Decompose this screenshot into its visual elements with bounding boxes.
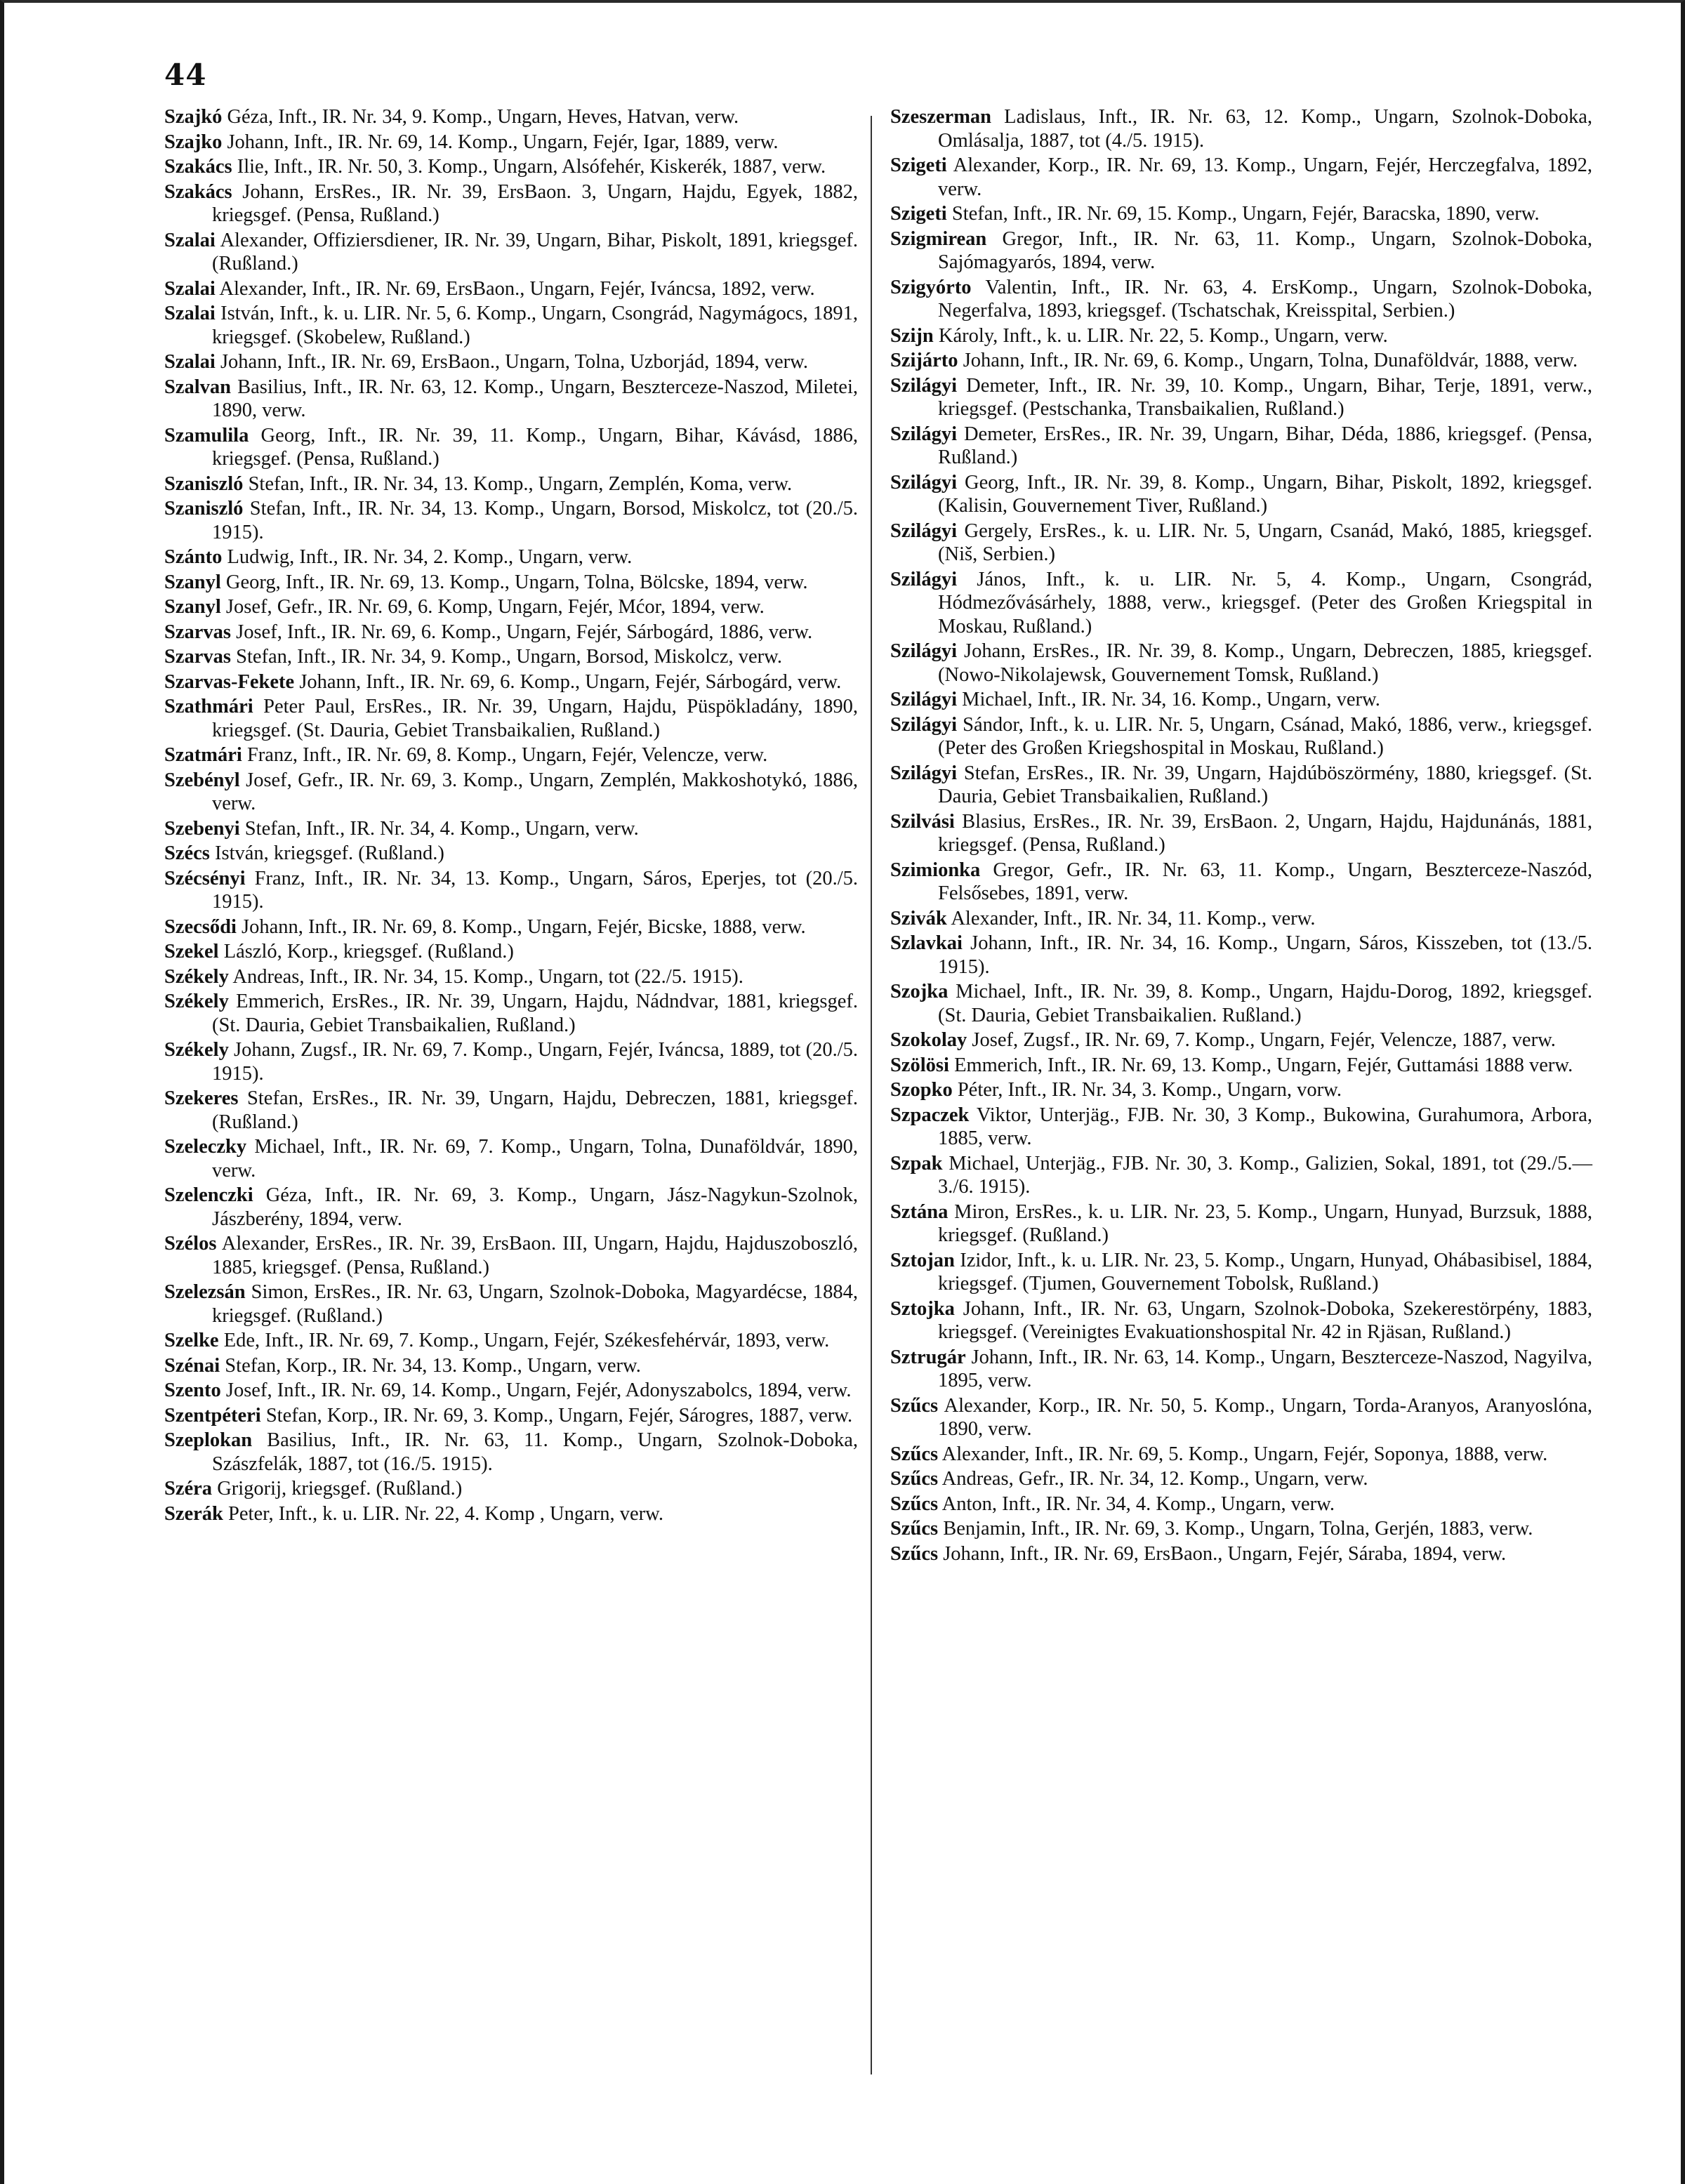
list-entry bbox=[164, 497, 858, 544]
entry-surname: Szarvas bbox=[164, 646, 231, 668]
entry-surname: Szekel bbox=[164, 941, 219, 962]
entry-details: Stefan, Korp., IR. Nr. 69, 3. Komp., Ungarn, Fejér, Sárogres, 1887, verw. bbox=[260, 1404, 853, 1427]
list-entry bbox=[164, 817, 858, 841]
list-entry bbox=[890, 154, 1592, 201]
left-column bbox=[164, 105, 858, 1527]
entry-details: Stefan, Inft., IR. Nr. 34, 13. Komp., Ungarn, Borsod, Miskolcz, tot (20./5. 1915). bbox=[212, 498, 858, 543]
list-entry bbox=[164, 769, 858, 816]
entry-details: Emmerich, ErsRes., IR. Nr. 39, Ungarn, Hajdu, Nádndvar, 1881, kriegsgef. (St. Dauria, Gebiet Transbaikalien, Rußland.) bbox=[212, 991, 858, 1036]
entry-details: Andreas, Gefr., IR. Nr. 34, 12. Komp., Ungarn, verw. bbox=[938, 1468, 1368, 1490]
entry-details: Stefan, Inft., IR. Nr. 34, 4. Komp., Ungarn, verw. bbox=[239, 817, 639, 840]
list-entry bbox=[890, 519, 1592, 567]
list-entry bbox=[164, 915, 858, 939]
entry-surname: Szajkó bbox=[164, 106, 223, 128]
entry-surname: Szajko bbox=[164, 131, 223, 153]
entry-surname: Szalai bbox=[164, 351, 216, 373]
entry-details: Ilie, Inft., IR. Nr. 50, 3. Komp., Ungarn, Alsófehér, Kiskerék, 1887, verw. bbox=[232, 156, 826, 178]
entry-details: Josef, Gefr., IR. Nr. 69, 3. Komp., Ungarn, Zemplén, Makkoshotykó, 1886, verw. bbox=[212, 769, 858, 814]
entry-details: Simon, ErsRes., IR. Nr. 63, Ungarn, Szolnok-Doboka, Magyardécse, 1884, kriegsgef. (Rußland.) bbox=[212, 1281, 858, 1327]
entry-surname: Székely bbox=[164, 991, 229, 1012]
entry-details: Alexander, Inft., IR. Nr. 34, 11. Komp., verw. bbox=[946, 907, 1316, 929]
entry-surname: Szakács bbox=[164, 156, 232, 178]
list-entry bbox=[164, 965, 858, 989]
entry-details: Izidor, Inft., k. u. LIR. Nr. 23, 5. Komp., Ungarn, Hunyad, Ohábasibisel, 1884, kriegsgef. (Tjumen, Gouvernement Tobolsk, Rußland.) bbox=[938, 1249, 1592, 1295]
list-entry bbox=[164, 1087, 858, 1134]
list-entry bbox=[164, 645, 858, 669]
entry-surname: Szűcs bbox=[890, 1443, 939, 1465]
entry-surname: Szathmári bbox=[164, 696, 253, 717]
list-entry bbox=[890, 859, 1592, 906]
entry-surname: Szeszerman bbox=[890, 106, 992, 128]
entry-details: Peter Paul, ErsRes., IR. Nr. 39, Ungarn, Hajdu, Püspökladány, 1890, kriegsgef. (St. Dauria, Gebiet Transbaikalien, Rußland.) bbox=[212, 696, 858, 741]
list-entry bbox=[164, 1232, 858, 1279]
list-entry bbox=[164, 350, 858, 374]
list-entry bbox=[890, 1078, 1592, 1102]
list-entry bbox=[890, 423, 1592, 470]
entry-details: Géza, Inft., IR. Nr. 34, 9. Komp., Ungarn, Heves, Hatvan, verw. bbox=[222, 106, 739, 128]
list-entry bbox=[164, 621, 858, 644]
entry-surname: Szanyl bbox=[164, 571, 221, 593]
list-entry bbox=[890, 1104, 1592, 1151]
entry-surname: Szaniszló bbox=[164, 498, 244, 519]
entry-surname: Szűcs bbox=[890, 1493, 939, 1515]
entry-surname: Szelezsán bbox=[164, 1281, 246, 1303]
list-entry bbox=[890, 1054, 1592, 1078]
list-entry bbox=[164, 1429, 858, 1476]
entry-surname: Szentpéteri bbox=[164, 1404, 261, 1427]
entry-surname: Szerák bbox=[164, 1502, 223, 1525]
list-entry bbox=[890, 688, 1592, 712]
entry-surname: Szelke bbox=[164, 1330, 219, 1351]
entry-details: Johann, Inft., IR. Nr. 34, 16. Komp., Ungarn, Sáros, Kisszeben, tot (13./5. 1915). bbox=[938, 932, 1592, 978]
list-entry bbox=[890, 276, 1592, 323]
entry-surname: Szamulila bbox=[164, 424, 249, 446]
entry-details: Johann, Inft., IR. Nr. 63, 14. Komp., Ungarn, Beszterceze-Naszod, Nagyilva, 1895, verw. bbox=[938, 1346, 1592, 1391]
entry-details: Andreas, Inft., IR. Nr. 34, 15. Komp., Ungarn, tot (22./5. 1915). bbox=[228, 965, 744, 988]
list-entry bbox=[890, 1542, 1592, 1566]
list-entry bbox=[164, 105, 858, 129]
entry-surname: Sztojka bbox=[890, 1297, 955, 1320]
entry-details: Viktor, Unterjäg., FJB. Nr. 30, 3 Komp., Bukowina, Gurahumora, Arbora, 1885, verw. bbox=[938, 1104, 1592, 1149]
column-divider bbox=[871, 116, 872, 2074]
entry-details: Johann, Inft., IR. Nr. 69, 8. Komp., Ungarn, Fejér, Bicske, 1888, verw. bbox=[236, 915, 806, 938]
entry-surname: Szűcs bbox=[890, 1518, 939, 1540]
list-entry bbox=[890, 1346, 1592, 1393]
entry-details: Alexander, Inft., IR. Nr. 69, ErsBaon., Ungarn, Fejér, Iváncsa, 1892, verw. bbox=[215, 277, 815, 300]
entry-surname: Szijn bbox=[890, 324, 934, 347]
entry-details: Johann, Zugsf., IR. Nr. 69, 7. Komp., Ungarn, Fejér, Iváncsa, 1889, tot (20./5. 1915). bbox=[212, 1039, 858, 1085]
entry-details: Alexander, Inft., IR. Nr. 69, 5. Komp., Ungarn, Fejér, Soponya, 1888, verw. bbox=[938, 1443, 1548, 1465]
list-entry bbox=[164, 990, 858, 1037]
entry-details: Johann, Inft., IR. Nr. 63, Ungarn, Szolnok-Doboka, Szekerestörpény, 1883, kriegsgef. (Vereinigtes Evakuationshospital Nr. 42 in Rjäsan, Rußland.) bbox=[938, 1297, 1592, 1343]
list-entry bbox=[890, 349, 1592, 373]
entry-details: Gregor, Inft., IR. Nr. 63, 11. Komp., Ungarn, Szolnok-Doboka, Sajómagyarós, 1894, verw. bbox=[938, 227, 1592, 273]
entry-surname: Szaniszló bbox=[164, 472, 244, 495]
entry-surname: Szénai bbox=[164, 1354, 220, 1377]
entry-surname: Szécsényi bbox=[164, 867, 246, 889]
entry-surname: Szilágyi bbox=[890, 689, 958, 710]
entry-surname: Szilvási bbox=[890, 810, 955, 833]
entry-details: Demeter, Inft., IR. Nr. 39, 10. Komp., Ungarn, Bihar, Terje, 1891, verw., kriegsgef. (Pestschanka, Transbaikalien, Rußland.) bbox=[938, 374, 1592, 420]
entry-surname: Szatmári bbox=[164, 744, 242, 766]
entry-details: Johann, Inft., IR. Nr. 69, 6. Komp., Ungarn, Fejér, Sárbogárd, verw. bbox=[294, 670, 842, 693]
entry-surname: Szebenyi bbox=[164, 817, 240, 840]
list-entry bbox=[164, 670, 858, 694]
entry-details: Stefan, Inft., IR. Nr. 34, 9. Komp., Ungarn, Borsod, Miskolcz, verw. bbox=[231, 646, 782, 668]
entry-details: Michael, Unterjäg., FJB. Nr. 30, 3. Komp., Galizien, Sokal, 1891, tot (29./5.—3./6. 1915). bbox=[938, 1152, 1592, 1198]
entry-surname: Szeplokan bbox=[164, 1429, 253, 1451]
list-entry bbox=[890, 980, 1592, 1027]
list-entry bbox=[164, 472, 858, 496]
entry-details: István, Inft., k. u. LIR. Nr. 5, 6. Komp., Ungarn, Csongrád, Nagymágocs, 1891, kriegsgef. (Skobelew, Rußland.) bbox=[212, 303, 858, 348]
entry-details: Ede, Inft., IR. Nr. 69, 7. Komp., Ungarn, Fejér, Székesfehérvár, 1893, verw. bbox=[218, 1330, 830, 1351]
entry-surname: Szelenczki bbox=[164, 1184, 253, 1206]
list-entry bbox=[164, 131, 858, 154]
entry-details: Johann, Inft., IR. Nr. 69, 14. Komp., Ungarn, Fejér, Igar, 1889, verw. bbox=[222, 131, 779, 153]
list-entry bbox=[164, 545, 858, 569]
entry-details: Josef, Inft., IR. Nr. 69, 6. Komp., Ungarn, Fejér, Sárbogárd, 1886, verw. bbox=[231, 621, 813, 643]
entry-details: Gergely, ErsRes., k. u. LIR. Nr. 5, Ungarn, Csanád, Makó, 1885, kriegsgef. (Niš, Serbien.) bbox=[938, 519, 1592, 565]
entry-surname: Szigyórto bbox=[890, 276, 972, 298]
entry-surname: Szpaczek bbox=[890, 1104, 970, 1126]
entry-details: Gregor, Gefr., IR. Nr. 63, 11. Komp., Ungarn, Beszterceze-Naszód, Felsősebes, 1891, verw. bbox=[938, 859, 1592, 904]
list-entry bbox=[890, 762, 1592, 809]
list-entry bbox=[164, 229, 858, 276]
list-entry bbox=[164, 867, 858, 914]
list-entry bbox=[164, 1477, 858, 1501]
entry-details: Benjamin, Inft., IR. Nr. 69, 3. Komp., Ungarn, Tolna, Gerjén, 1883, verw. bbox=[938, 1518, 1533, 1540]
entry-surname: Szécs bbox=[164, 842, 210, 864]
entry-details: Blasius, ErsRes., IR. Nr. 39, ErsBaon. 2, Ungarn, Hajdu, Hajdunánás, 1881, kriegsgef. (Pensa, Rußland.) bbox=[938, 810, 1592, 856]
entry-details: Alexander, Offiziersdiener, IR. Nr. 39, Ungarn, Bihar, Piskolt, 1891, kriegsgef. (Rußland.) bbox=[212, 229, 858, 274]
list-entry bbox=[890, 1200, 1592, 1247]
entry-surname: Szilágyi bbox=[890, 713, 958, 736]
entry-surname: Szilágyi bbox=[890, 374, 958, 397]
entry-surname: Szűcs bbox=[890, 1394, 939, 1417]
entry-surname: Szimionka bbox=[890, 859, 981, 881]
entry-surname: Szűcs bbox=[890, 1468, 939, 1490]
entry-surname: Szeleczky bbox=[164, 1136, 247, 1158]
list-entry bbox=[890, 471, 1592, 518]
list-entry bbox=[890, 105, 1592, 152]
entry-surname: Székely bbox=[164, 965, 229, 988]
list-entry bbox=[164, 695, 858, 742]
entry-surname: Szilágyi bbox=[890, 762, 958, 784]
list-entry bbox=[164, 155, 858, 179]
entry-surname: Széra bbox=[164, 1478, 213, 1500]
list-entry bbox=[890, 1517, 1592, 1541]
entry-details: Géza, Inft., IR. Nr. 69, 3. Komp., Ungarn, Jász-Nagykun-Szolnok, Jászberény, 1894, verw. bbox=[212, 1184, 858, 1230]
entry-surname: Szarvas bbox=[164, 621, 231, 643]
list-entry bbox=[164, 1404, 858, 1428]
entry-surname: Székely bbox=[164, 1039, 229, 1061]
entry-details: Sándor, Inft., k. u. LIR. Nr. 5, Ungarn, Csánad, Makó, 1886, verw., kriegsgef. (Peter des Großen Kriegshospital in Moskau, Rußland.) bbox=[938, 713, 1592, 759]
entry-details: István, kriegsgef. (Rußland.) bbox=[209, 842, 444, 864]
list-entry bbox=[890, 227, 1592, 274]
right-column bbox=[890, 105, 1592, 1567]
entry-details: Johann, ErsRes., IR. Nr. 39, 8. Komp., Ungarn, Debreczen, 1885, kriegsgef. (Nowo-Nikolajewsk, Gouvernement Tomsk, Rußland.) bbox=[938, 640, 1592, 686]
list-entry bbox=[890, 713, 1592, 760]
list-entry bbox=[164, 302, 858, 349]
entry-surname: Szölösi bbox=[890, 1054, 949, 1076]
entry-surname: Szpak bbox=[890, 1152, 943, 1174]
entry-details: Ladislaus, Inft., IR. Nr. 63, 12. Komp., Ungarn, Szolnok-Doboka, Omlásalja, 1887, tot (4./5. 1915). bbox=[938, 106, 1592, 152]
entry-surname: Szilágyi bbox=[890, 519, 958, 542]
entry-details: Josef, Inft., IR. Nr. 69, 14. Komp., Ungarn, Fejér, Adonyszabolcs, 1894, verw. bbox=[220, 1379, 852, 1401]
list-entry bbox=[164, 424, 858, 471]
entry-surname: Szilágyi bbox=[890, 471, 958, 494]
entry-details: Basilius, Inft., IR. Nr. 63, 12. Komp., Ungarn, Beszterceze-Naszod, Miletei, 1890, verw. bbox=[212, 376, 858, 421]
entry-details: Demeter, ErsRes., IR. Nr. 39, Ungarn, Bihar, Déda, 1886, kriegsgef. (Pensa, Rußland.) bbox=[938, 423, 1592, 468]
list-entry bbox=[164, 1329, 858, 1353]
entry-details: Valentin, Inft., IR. Nr. 63, 4. ErsKomp., Ungarn, Szolnok-Doboka, Negerfalva, 1893, kriegsgef. (Tschatschak, Kreisspital, Serbien.) bbox=[938, 276, 1592, 322]
entry-surname: Szebényl bbox=[164, 769, 240, 791]
page-number: 44 bbox=[164, 58, 207, 92]
entry-surname: Szalai bbox=[164, 303, 216, 324]
entry-details: Stefan, Inft., IR. Nr. 34, 13. Komp., Ungarn, Zemplén, Koma, verw. bbox=[243, 472, 793, 495]
entry-details: Stefan, ErsRes., IR. Nr. 39, Ungarn, Hajdúböszörmény, 1880, kriegsgef. (St. Dauria, Gebiet Transbaikalien, Rußland.) bbox=[938, 762, 1592, 807]
list-entry bbox=[890, 1249, 1592, 1296]
entry-details: Georg, Inft., IR. Nr. 69, 13. Komp., Ungarn, Tolna, Bölcske, 1894, verw. bbox=[220, 571, 808, 593]
entry-details: Anton, Inft., IR. Nr. 34, 4. Komp., Ungarn, verw. bbox=[938, 1493, 1335, 1515]
list-entry bbox=[890, 324, 1592, 348]
list-entry bbox=[164, 1038, 858, 1085]
list-entry bbox=[890, 1493, 1592, 1516]
entry-surname: Szarvas-Fekete bbox=[164, 670, 295, 693]
entry-surname: Szokolay bbox=[890, 1029, 967, 1051]
entry-details: Josef, Gefr., IR. Nr. 69, 6. Komp, Ungarn, Fejér, Mćor, 1894, verw. bbox=[220, 596, 765, 618]
list-entry bbox=[164, 1135, 858, 1182]
entry-surname: Szilágyi bbox=[890, 568, 958, 590]
entry-details: Péter, Inft., IR. Nr. 34, 3. Komp., Ungarn, vorw. bbox=[952, 1079, 1342, 1101]
entry-surname: Szigeti bbox=[890, 203, 947, 225]
entry-details: Johann, ErsRes., IR. Nr. 39, ErsBaon. 3, Ungarn, Hajdu, Egyek, 1882, kriegsgef. (Pensa, Rußland.) bbox=[212, 180, 858, 226]
entry-details: Stefan, ErsRes., IR. Nr. 39, Ungarn, Hajdu, Debreczen, 1881, kriegsgef. (Rußland.) bbox=[212, 1087, 858, 1133]
entry-surname: Szalvan bbox=[164, 376, 232, 398]
entry-details: Peter, Inft., k. u. LIR. Nr. 22, 4. Komp , Ungarn, verw. bbox=[223, 1502, 663, 1525]
entry-surname: Szopko bbox=[890, 1079, 953, 1101]
list-entry bbox=[164, 376, 858, 423]
list-entry bbox=[164, 743, 858, 767]
list-entry bbox=[890, 1467, 1592, 1491]
entry-details: Alexander, Korp., IR. Nr. 50, 5. Komp., Ungarn, Torda-Aranyos, Aranyoslóna, 1890, verw. bbox=[938, 1394, 1592, 1440]
entry-details: Michael, Inft., IR. Nr. 34, 16. Komp., Ungarn, verw. bbox=[957, 689, 1380, 710]
list-entry bbox=[164, 1379, 858, 1403]
entry-surname: Szekeres bbox=[164, 1087, 239, 1109]
entry-surname: Szalai bbox=[164, 229, 216, 251]
list-entry bbox=[890, 810, 1592, 857]
list-entry bbox=[164, 571, 858, 595]
entry-details: Károly, Inft., k. u. LIR. Nr. 22, 5. Komp., Ungarn, verw. bbox=[933, 324, 1388, 347]
list-entry bbox=[890, 907, 1592, 931]
list-entry bbox=[890, 1394, 1592, 1441]
entry-details: Alexander, ErsRes., IR. Nr. 39, ErsBaon. III, Ungarn, Hajdu, Hajduszoboszló, 1885, kriegsgef. (Pensa, Rußland.) bbox=[212, 1233, 858, 1278]
entry-details: Michael, Inft., IR. Nr. 69, 7. Komp., Ungarn, Tolna, Dunaföldvár, 1890, verw. bbox=[212, 1136, 858, 1182]
entry-surname: Szigeti bbox=[890, 154, 947, 176]
entry-surname: Sztána bbox=[890, 1200, 949, 1223]
list-entry bbox=[164, 595, 858, 619]
list-entry bbox=[890, 1297, 1592, 1344]
entry-details: Alexander, Korp., IR. Nr. 69, 13. Komp., Ungarn, Fejér, Herczegfalva, 1892, verw. bbox=[938, 154, 1592, 200]
entry-surname: Szilágyi bbox=[890, 423, 958, 445]
list-entry bbox=[164, 1280, 858, 1328]
entry-details: László, Korp., kriegsgef. (Rußland.) bbox=[218, 941, 514, 962]
entry-details: Georg, Inft., IR. Nr. 39, 8. Komp., Ungarn, Bihar, Piskolt, 1892, kriegsgef. (Kalisin, Gouvernement Tiver, Rußland.) bbox=[938, 471, 1592, 517]
entry-surname: Szakács bbox=[164, 180, 232, 203]
entry-details: Josef, Zugsf., IR. Nr. 69, 7. Komp., Ungarn, Fejér, Velencze, 1887, verw. bbox=[967, 1029, 1556, 1051]
list-entry bbox=[890, 1443, 1592, 1467]
list-entry bbox=[164, 1184, 858, 1231]
entry-surname: Szlavkai bbox=[890, 932, 963, 954]
list-entry bbox=[164, 180, 858, 227]
entry-details: Franz, Inft., IR. Nr. 69, 8. Komp., Ungarn, Fejér, Velencze, verw. bbox=[242, 744, 768, 766]
entry-surname: Sztrugár bbox=[890, 1346, 966, 1368]
entry-surname: Szojka bbox=[890, 981, 949, 1002]
entry-details: Johann, Inft., IR. Nr. 69, ErsBaon., Ungarn, Fejér, Sáraba, 1894, verw. bbox=[938, 1542, 1507, 1565]
list-entry bbox=[164, 842, 858, 866]
entry-details: Georg, Inft., IR. Nr. 39, 11. Komp., Ungarn, Bihar, Kávásd, 1886, kriegsgef. (Pensa, Rußland.) bbox=[212, 424, 858, 470]
entry-surname: Szivák bbox=[890, 907, 947, 929]
entry-surname: Szento bbox=[164, 1379, 221, 1401]
entry-surname: Szélos bbox=[164, 1233, 217, 1255]
entry-details: Ludwig, Inft., IR. Nr. 34, 2. Komp., Ungarn, verw. bbox=[222, 546, 633, 568]
list-entry bbox=[890, 1152, 1592, 1199]
entry-details: Johann, Inft., IR. Nr. 69, 6. Komp., Ungarn, Tolna, Dunaföldvár, 1888, verw. bbox=[958, 350, 1578, 371]
entry-details: Miron, ErsRes., k. u. LIR. Nr. 23, 5. Komp., Ungarn, Hunyad, Burzsuk, 1888, kriegsgef. (Rußland.) bbox=[938, 1200, 1592, 1246]
list-entry bbox=[890, 932, 1592, 979]
entry-details: Stefan, Korp., IR. Nr. 34, 13. Komp., Ungarn, verw. bbox=[220, 1354, 641, 1377]
list-entry bbox=[164, 277, 858, 301]
entry-surname: Szilágyi bbox=[890, 640, 958, 662]
entry-details: Johann, Inft., IR. Nr. 69, ErsBaon., Ungarn, Tolna, Uzborjád, 1894, verw. bbox=[215, 351, 808, 373]
entry-details: Stefan, Inft., IR. Nr. 69, 15. Komp., Ungarn, Fejér, Baracska, 1890, verw. bbox=[946, 203, 1540, 225]
list-entry bbox=[164, 1502, 858, 1526]
list-entry bbox=[890, 374, 1592, 421]
list-entry bbox=[890, 202, 1592, 226]
entry-details: János, Inft., k. u. LIR. Nr. 5, 4. Komp., Ungarn, Csongrád, Hódmezővásárhely, 1888, verw., kriegsgef. (Peter des Großen Kriegspital in Moskau, Rußland.) bbox=[938, 568, 1592, 637]
entry-surname: Szigmirean bbox=[890, 227, 987, 250]
entry-surname: Sztojan bbox=[890, 1249, 955, 1271]
entry-surname: Szanyl bbox=[164, 596, 221, 618]
entry-surname: Szalai bbox=[164, 277, 216, 300]
entry-details: Emmerich, Inft., IR. Nr. 69, 13. Komp., Ungarn, Fejér, Guttamási 1888 verw. bbox=[949, 1054, 1573, 1076]
entry-details: Franz, Inft., IR. Nr. 34, 13. Komp., Ungarn, Sáros, Eperjes, tot (20./5. 1915). bbox=[212, 867, 858, 913]
list-entry bbox=[164, 1354, 858, 1378]
list-entry bbox=[890, 640, 1592, 687]
entry-surname: Szánto bbox=[164, 546, 223, 568]
entry-details: Grigorij, kriegsgef. (Rußland.) bbox=[212, 1478, 463, 1500]
entry-details: Michael, Inft., IR. Nr. 39, 8. Komp., Ungarn, Hajdu-Dorog, 1892, kriegsgef. (St. Dauria, Gebiet Transbaikalien. Rußland.) bbox=[938, 981, 1592, 1026]
entry-surname: Szűcs bbox=[890, 1542, 939, 1565]
list-entry bbox=[164, 940, 858, 964]
list-entry bbox=[890, 1028, 1592, 1052]
list-entry bbox=[890, 568, 1592, 639]
entry-details: Basilius, Inft., IR. Nr. 63, 11. Komp., Ungarn, Szolnok-Doboka, Szászfelák, 1887, tot (16./5. 1915). bbox=[212, 1429, 858, 1475]
entry-surname: Szecsődi bbox=[164, 915, 237, 938]
entry-surname: Szijárto bbox=[890, 350, 958, 371]
